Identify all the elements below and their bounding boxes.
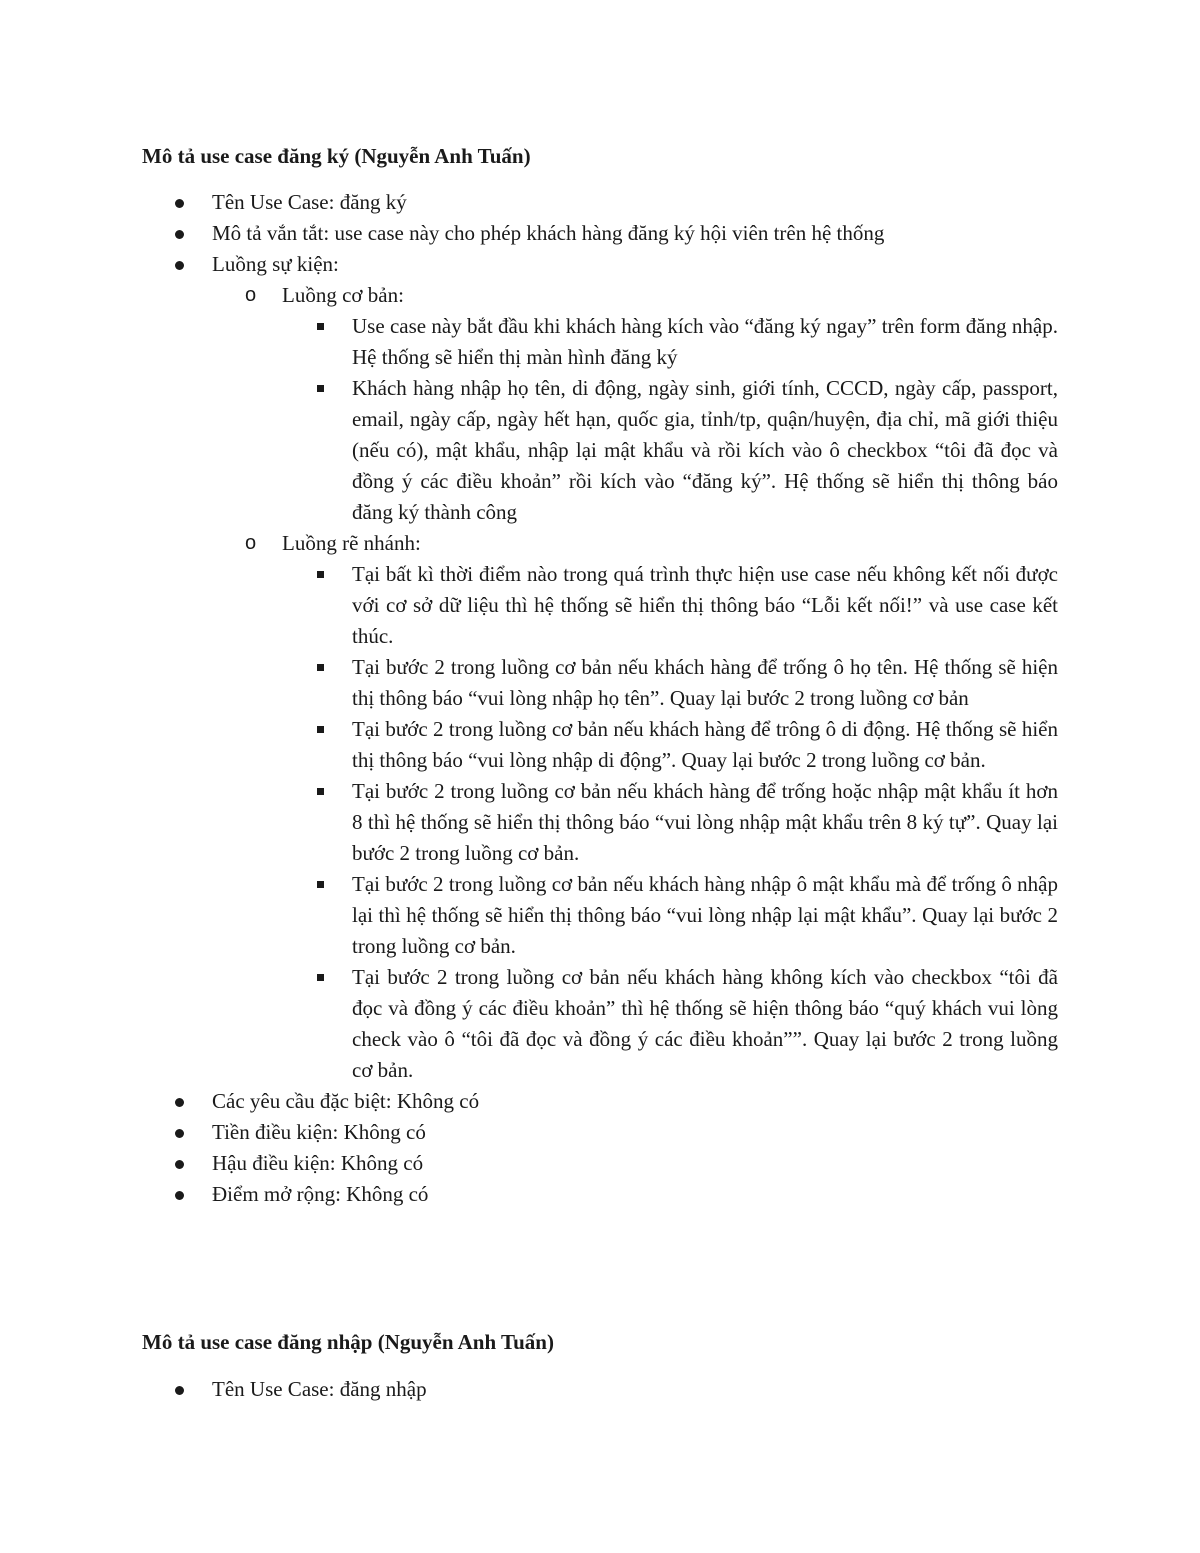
extension-points-text: Điểm mở rộng: Không có [212, 1182, 429, 1206]
list-item-alt-step [352, 869, 1058, 962]
bullet-square-icon [317, 788, 324, 795]
bullet-dot-icon [175, 1386, 184, 1395]
alt-flow-steps [352, 559, 1058, 1086]
alt-step-text: Tại bước 2 trong luồng cơ bản nếu khách hàng để trông ô di động. Hệ thống sẽ hiển thị thông báo “vui lòng nhập di động”. Quay lại bước 2 trong luồng cơ bản. [352, 717, 1058, 772]
bullet-square-icon [317, 726, 324, 733]
bullet-dot-icon [175, 1129, 184, 1138]
list-item-postconditions [212, 1148, 1072, 1179]
bullet-dot-icon [175, 1098, 184, 1107]
list-item-alt-step [352, 652, 1058, 714]
list-item-alt-step [352, 776, 1058, 869]
list-item-special-requirements [212, 1086, 1072, 1117]
list-item-short-description [212, 218, 1072, 249]
special-requirements-text: Các yêu cầu đặc biệt: Không có [212, 1089, 480, 1113]
preconditions-text: Tiền điều kiện: Không có [212, 1120, 426, 1144]
alt-step-text: Tại bước 2 trong luồng cơ bản nếu khách hàng để trống ô họ tên. Hệ thống sẽ hiện thị thông báo “vui lòng nhập họ tên”. Quay lại bước 2 trong luồng cơ bản [352, 655, 1058, 710]
bullet-square-icon [317, 881, 324, 888]
bullet-square-icon [317, 974, 324, 981]
list-item-alt-flow [245, 528, 1072, 1086]
list-item-alt-step [352, 559, 1058, 652]
basic-step-text: Khách hàng nhập họ tên, di động, ngày sinh, giới tính, CCCD, ngày cấp, passport, email, ngày cấp, ngày hết hạn, quốc gia, tỉnh/tp, quận/huyện, địa chỉ, mã giới thiệu (nếu có), mật khẩu, nhập lại mật khẩu và rồi kích vào ô checkbox “tôi đã đọc và đồng ý các điều khoản” rồi kích vào “đăng ký”. Hệ thống sẽ hiển thị thông báo đăng ký thành công [352, 376, 1058, 524]
list-item-preconditions [212, 1117, 1072, 1148]
list-item-basic-flow [245, 280, 1072, 528]
list-item-usecase-name [212, 1374, 1072, 1405]
alt-step-text: Tại bước 2 trong luồng cơ bản nếu khách hàng để trống hoặc nhập mật khẩu ít hơn 8 thì hệ thống sẽ hiển thị thông báo “vui lòng nhập mật khẩu trên 8 ký tự”. Quay lại bước 2 trong luồng cơ bản. [352, 779, 1058, 865]
bullet-dot-icon [175, 230, 184, 239]
alt-step-text: Tại bước 2 trong luồng cơ bản nếu khách hàng không kích vào checkbox “tôi đã đọc và đồng ý các điều khoản” thì hệ thống sẽ hiện thông báo “quý khách vui lòng check vào ô “tôi đã đọc và đồng ý các điều khoản””. Quay lại bước 2 trong luồng cơ bản. [352, 965, 1058, 1082]
bullet-square-icon [317, 664, 324, 671]
basic-step-text: Use case này bắt đầu khi khách hàng kích vào “đăng ký ngay” trên form đăng nhập. Hệ thống sẽ hiển thị màn hình đăng ký [352, 314, 1058, 369]
postconditions-text: Hậu điều kiện: Không có [212, 1151, 424, 1175]
list-item-basic-step [352, 311, 1058, 373]
list-item-event-flow [212, 249, 1072, 1086]
list-item-alt-step [352, 962, 1058, 1086]
event-flow-label: Luồng sự kiện: [212, 252, 339, 276]
bullet-square-icon [317, 385, 324, 392]
short-description-text: Mô tả vắn tắt: use case này cho phép khách hàng đăng ký hội viên trên hệ thống [212, 221, 885, 245]
bullet-square-icon [317, 571, 324, 578]
basic-flow-steps [352, 311, 1058, 528]
bullet-circle-icon: o [245, 284, 257, 306]
section-title-register: Mô tả use case đăng ký (Nguyễn Anh Tuấn) [142, 144, 531, 168]
register-usecase-list [212, 187, 1072, 1210]
bullet-square-icon [317, 323, 324, 330]
list-item-alt-step [352, 714, 1058, 776]
section-title-login: Mô tả use case đăng nhập (Nguyễn Anh Tuấn) [142, 1330, 554, 1354]
bullet-dot-icon [175, 261, 184, 270]
list-item-basic-step [352, 373, 1058, 528]
usecase-name-text: Tên Use Case: đăng nhập [212, 1377, 427, 1401]
bullet-dot-icon [175, 1191, 184, 1200]
alt-step-text: Tại bất kì thời điểm nào trong quá trình thực hiện use case nếu không kết nối được với cơ sở dữ liệu thì hệ thống sẽ hiển thị thông báo “Lỗi kết nối!” và use case kết thúc. [352, 562, 1058, 648]
alt-step-text: Tại bước 2 trong luồng cơ bản nếu khách hàng nhập ô mật khẩu mà để trống ô nhập lại thì hệ thống sẽ hiển thị thông báo “vui lòng nhập lại mật khẩu”. Quay lại bước 2 trong luồng cơ bản. [352, 872, 1058, 958]
usecase-name-text: Tên Use Case: đăng ký [212, 190, 407, 214]
login-usecase-list [212, 1374, 1072, 1405]
event-flow-sublist [245, 280, 1072, 1086]
bullet-dot-icon [175, 199, 184, 208]
bullet-dot-icon [175, 1160, 184, 1169]
list-item-usecase-name [212, 187, 1072, 218]
bullet-circle-icon: o [245, 532, 257, 554]
basic-flow-label: Luồng cơ bản: [282, 283, 404, 307]
list-item-extension-points [212, 1179, 1072, 1210]
alt-flow-label: Luồng rẽ nhánh: [282, 531, 421, 555]
